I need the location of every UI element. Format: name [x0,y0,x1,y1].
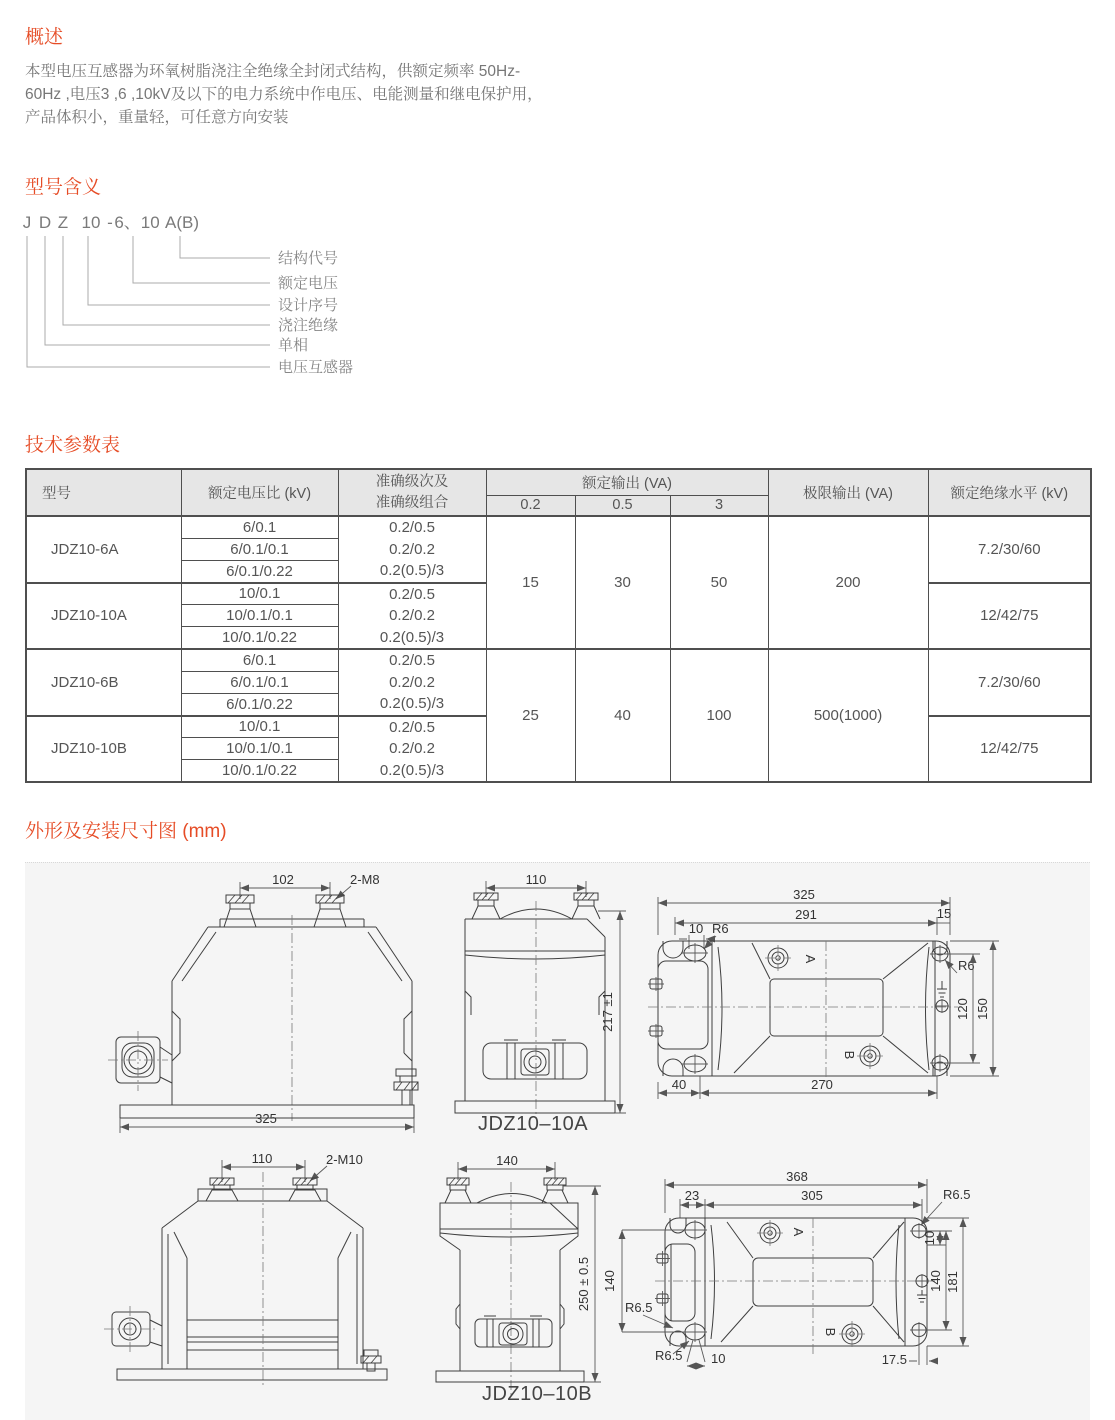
cell-ratio: 6/0.1/0.22 [181,560,338,582]
code-part: - [107,213,113,232]
cell-ratio: 6/0.1 [181,649,338,671]
mounting-bolt [361,1350,381,1371]
code-part: J [22,213,32,232]
cell-insulation: 7.2/30/60 [928,649,1091,716]
dim-hole-offset: 10 [711,1351,726,1366]
cell-output-05: 30 [575,516,670,649]
body-outline [172,915,412,1121]
accuracy-line: 0.2(0.5)/3 [379,628,445,646]
accuracy-line: 0.2(0.5)/3 [379,761,445,779]
cell-ratio: 10/0.1/0.22 [181,760,338,782]
code-part: D [38,213,52,232]
dim-bolt-spec: 2-M10 [326,1152,363,1167]
cell-accuracy [338,716,486,783]
dim-terminal-spacing: 110 [525,872,547,887]
caption-jdz10-10a: JDZ10–10A [477,1113,589,1135]
dim-overall-width: 325 [793,887,815,902]
terminal-a [765,945,818,971]
accuracy-line: 0.2/0.5 [389,718,435,736]
top-view-jdz10-10a [646,883,1081,1118]
dim-terminal-spacing: 140 [496,1153,518,1168]
dim-overall-width: 368 [786,1169,808,1184]
spec-table-heading: 技术参数表 [25,435,121,456]
base-plate [455,1101,615,1113]
dim-radius: R6 [712,921,729,936]
col-header-burden-3: 3 [670,495,768,516]
lv-terminal-box [655,1244,695,1321]
dim-box-offset: 40 [671,1077,687,1092]
accuracy-line: 0.2/0.2 [389,607,435,624]
cell-ratio: 10/0.1/0.22 [181,627,338,649]
body-outline [465,901,605,1117]
terminal-a [757,1220,806,1246]
lv-terminal-box [104,1306,162,1354]
model-code-diagram [15,206,475,391]
col-header-burden-05: 0.5 [575,495,670,516]
cell-ratio: 10/0.1/0.1 [181,605,338,627]
code-label: 设计序号 [278,297,339,314]
terminal-b [823,1321,865,1347]
cell-ratio: 10/0.1 [181,716,338,738]
hv-terminals [445,1178,568,1203]
cell-model: JDZ10-10A [26,583,181,650]
lv-terminal-box [648,961,708,1049]
caption-jdz10-10b: JDZ10–10B [481,1383,593,1405]
cell-model: JDZ10-6B [26,649,181,716]
col-header-accuracy [338,469,486,516]
cell-ratio: 6/0.1/0.22 [181,693,338,715]
cell-ratio: 10/0.1 [181,583,338,605]
dim-overall-depth: 181 [945,1271,960,1293]
cell-limit-output: 200 [768,516,928,649]
dimension-drawings-panel [25,862,1090,1420]
dim-hole-spacing-v: 120 [955,998,970,1020]
code-label: 额定电压 [278,275,339,292]
col-header-accuracy-line: 准确级次及 [375,473,449,490]
cell-output-3: 50 [670,516,768,649]
cell-output-02: 25 [486,649,575,782]
col-header-ratio: 额定电压比 (kV) [181,469,338,516]
accuracy-line: 0.2/0.5 [389,585,435,603]
dim-inner-width: 291 [795,907,817,922]
cast-body [648,941,958,1085]
table-row [26,649,1091,671]
code-label: 电压互感器 [278,359,354,376]
dim-edge-offset: 15 [936,906,952,921]
accuracy-line: 0.2/0.5 [389,519,435,536]
cell-accuracy [338,649,486,716]
cell-ratio: 6/0.1 [181,516,338,538]
dim-radius: R6 [958,958,975,973]
table-row [26,516,1091,538]
col-header-model: 型号 [26,469,181,516]
lv-terminal-box [475,1316,552,1347]
terminal-b-label: B [823,1327,838,1337]
base-plate [436,1371,584,1382]
dim-bolt-spec: 2-M8 [350,872,380,887]
spec-table [25,468,1092,783]
code-label: 浇注绝缘 [278,317,339,334]
dim-hole-spacing-v: 140 [928,1270,943,1292]
code-part: A(B) [165,213,199,232]
dim-flange-width: 23 [684,1188,700,1203]
lv-terminal-box [483,1040,587,1079]
overview-paragraph [25,60,543,129]
top-view-jdz10-10b [602,1169,1060,1418]
side-view-jdz10-10a [448,871,643,1121]
dim-height: 217 ±1 [600,992,615,1032]
code-part: 10 [81,213,101,232]
front-view-jdz10-10a [100,869,420,1129]
dimensions-heading: 外形及安装尺寸图 (mm) [25,821,227,842]
cell-limit-output: 500(1000) [768,649,928,782]
code-part: 6、10 [114,213,160,232]
overview-line: 60Hz ,电压3 ,6 ,10kV及以下的电力系统中作电压、电能测量和继电保护用， [25,86,543,103]
lv-terminal-box [108,1031,172,1091]
cell-model: JDZ10-6A [26,516,181,583]
cell-insulation: 7.2/30/60 [928,516,1091,583]
terminal-a-label: A [803,954,818,964]
dim-left-hole-spacing: 140 [602,1270,617,1292]
cell-accuracy [338,516,486,583]
overview-heading: 概述 [25,27,64,48]
accuracy-line: 0.2(0.5)/3 [379,562,445,579]
body-outline [440,1182,578,1396]
overview-line: 本型电压互感器为环氧树脂浇注全绝缘全封闭式结构，供额定频率 50Hz- [25,63,521,80]
ground-terminal [935,981,949,1013]
body-outline [162,1172,363,1386]
col-header-insulation: 额定绝缘水平 (kV) [928,469,1091,516]
base-outline [665,1218,927,1346]
hv-terminals [224,895,346,927]
cast-body [655,1218,937,1355]
overview-line: 产品体积小，重量轻，可任意方向安装 [25,109,289,126]
cell-output-05: 40 [575,649,670,782]
dim-overall-depth: 150 [975,998,990,1020]
cell-ratio: 6/0.1/0.1 [181,671,338,693]
col-header-accuracy-line: 准确级组合 [375,494,449,511]
dim-right-offset: 17.5 [881,1352,907,1367]
terminal-a-label: A [791,1227,806,1237]
cell-model: JDZ10-10B [26,716,181,783]
dim-hole-edge: 10 [922,1230,937,1246]
diagram-lines [27,236,270,367]
code-label: 单相 [278,337,309,354]
model-meaning-heading: 型号含义 [25,177,102,198]
cell-insulation: 12/42/75 [928,716,1091,783]
terminal-b [842,1043,883,1069]
dim-radius: R6.5 [625,1300,653,1315]
accuracy-line: 0.2(0.5)/3 [379,695,445,712]
accuracy-line: 0.2/0.2 [389,540,435,558]
cell-insulation: 12/42/75 [928,583,1091,650]
terminal-b-label: B [842,1050,857,1060]
col-header-rated-output: 额定输出 (VA) [486,469,768,495]
code-label: 结构代号 [278,250,339,267]
accuracy-line: 0.2/0.2 [389,740,435,757]
mounting-bolt [394,1069,418,1105]
dim-terminal-spacing: 102 [272,872,294,887]
dim-radius: R6.5 [655,1348,683,1363]
dim-terminal-spacing: 110 [251,1151,273,1166]
col-header-burden-02: 0.2 [486,495,575,516]
dim-base-width: 325 [255,1111,277,1126]
cell-output-3: 100 [670,649,768,782]
accuracy-line: 0.2/0.5 [389,652,435,669]
cell-output-02: 15 [486,516,575,649]
cell-ratio: 6/0.1/0.1 [181,538,338,560]
dim-height: 250 ± 0.5 [576,1256,591,1312]
cell-ratio: 10/0.1/0.1 [181,738,338,760]
code-part: Z [57,213,69,232]
cell-accuracy [338,583,486,650]
dim-body-length: 270 [811,1077,833,1092]
accuracy-line: 0.2/0.2 [389,673,435,691]
dim-hole-offset: 10 [688,921,704,936]
base-plate [117,1369,387,1380]
dim-radius: R6.5 [943,1187,971,1202]
col-header-limit-output: 极限输出 (VA) [768,469,928,516]
front-view-jdz10-10b [100,1151,420,1389]
dim-body-width: 305 [801,1188,823,1203]
